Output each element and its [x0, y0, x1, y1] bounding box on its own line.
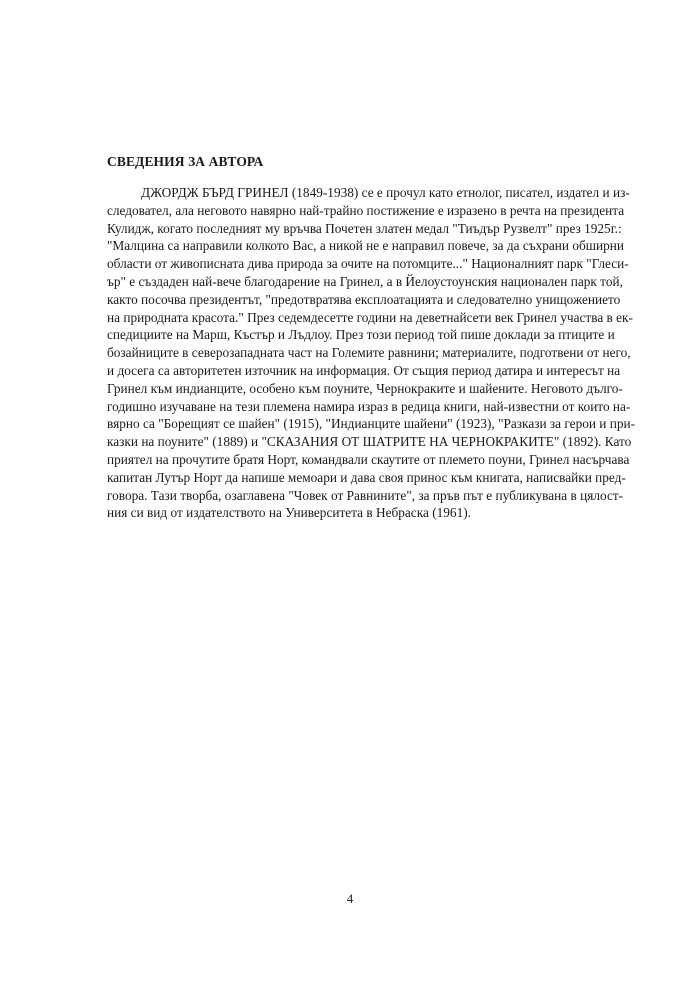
page-number: 4	[346, 891, 354, 906]
text-line: вярно са "Борещият се шайен" (1915), "Индианците шайени" (1923), "Разкази за герои и при-	[107, 416, 636, 432]
text-line: и досега са авторитетен източник на информация. От същия период датира и интересът на	[107, 362, 621, 378]
text-line: както посочва президентът, "предотвратява експлоатацията и следователно унищожението	[107, 291, 621, 307]
text-line: казки на поуните" (1889) и "СКАЗАНИЯ ОТ ШАТРИТЕ НА ЧЕРНОКРАКИТЕ" (1892). Като	[107, 434, 632, 450]
text-line: бозайниците в северозападната част на Големите равнини; материалите, подготвени от него,	[107, 345, 631, 361]
text-line: ър" е създаден най-вече благодарение на Гринел, а в Йелоустоунския национален парк той,	[107, 273, 623, 289]
text-line: ДЖОРДЖ БЪРД ГРИНЕЛ (1849-1938) се е прочул като етнолог, писател, издател и из-	[141, 185, 630, 200]
text-line: годишно изучаване на тези племена намира израз в редица книги, най-известни от които на-	[107, 398, 631, 414]
text-line: приятел на прочутите братя Норт, командвали скаутите от племето поуни, Гринел насърчава	[107, 451, 630, 467]
text-line: области от живописната дива природа за очите на потомците..." Националният парк "Глеси-	[107, 256, 629, 272]
text-line: "Малцина са направили колкото Вас, а никой не е направил повече, за да съхрани обширни	[107, 238, 625, 254]
text-line: ния си вид от издателството на Университета в Небраска (1961).	[107, 505, 471, 521]
section-heading: СВЕДЕНИЯ ЗА АВТОРА	[107, 154, 264, 169]
text-line: следовател, ала неговото навярно най-трайно постижение е изразено в речта на президента	[107, 202, 625, 218]
text-line: капитан Лутър Норт да напише мемоари и дава своя принос към книгата, написвайки пред-	[107, 469, 626, 485]
text-line: Кулидж, когато последният му връчва Почетен златен медал "Тиъдър Рузвелт" през 1925г.:	[107, 220, 622, 236]
text-line: на природната красота." През седемдесетте години на деветнайсети век Гринел участва в ек-	[107, 309, 633, 325]
text-line: Гринел към индианците, особено към поуните, Чернокраките и шайените. Неговото дълго-	[107, 380, 623, 396]
text-line: говора. Тази творба, озаглавена "Човек от Равнините", за пръв път е публикувана в цялост-	[107, 487, 624, 503]
author-bio-paragraph	[107, 184, 636, 522]
text-line: спедициите на Марш, Къстър и Лъдлоу. През този период той пише доклади за птиците и	[107, 327, 615, 343]
